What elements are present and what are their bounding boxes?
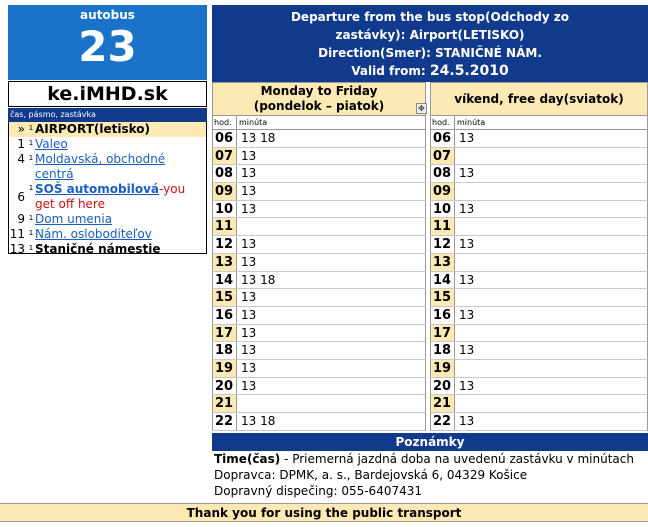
stop-item[interactable] bbox=[9, 137, 206, 152]
timetable-row bbox=[430, 272, 648, 290]
hour-cell: 20 bbox=[431, 378, 455, 395]
timetable-row bbox=[212, 413, 426, 431]
timetable-row bbox=[212, 272, 426, 290]
hour-cell: 07 bbox=[431, 148, 455, 165]
minute-cell bbox=[237, 395, 425, 412]
note-time-label: Time(čas) bbox=[214, 452, 281, 466]
minute-cell bbox=[455, 360, 647, 377]
timetable-row bbox=[430, 165, 648, 183]
hour-cell: 15 bbox=[213, 289, 237, 306]
minute-label: minúta bbox=[457, 118, 486, 127]
timetable-row bbox=[212, 289, 426, 307]
hour-cell: 21 bbox=[213, 395, 237, 412]
hour-cell: 10 bbox=[431, 201, 455, 218]
hour-cell: 09 bbox=[213, 183, 237, 200]
stop-item-current bbox=[9, 122, 206, 137]
minute-cell: 13 bbox=[241, 237, 257, 252]
header-line-1: Departure from the bus stop(Odchody zo bbox=[290, 10, 570, 24]
hour-cell: 12 bbox=[213, 236, 237, 253]
minute-cell bbox=[455, 148, 647, 165]
stop-item-destination[interactable] bbox=[9, 182, 206, 212]
stop-time: 11 bbox=[9, 227, 25, 241]
minute-cell bbox=[455, 325, 647, 342]
minute-cell: 13 bbox=[459, 307, 475, 322]
stop-link[interactable]: Dom umenia bbox=[35, 212, 113, 226]
minute-cell: 13 bbox=[459, 378, 475, 393]
timetable-row bbox=[212, 236, 426, 254]
stop-item[interactable] bbox=[9, 212, 206, 227]
note-line-1 bbox=[214, 451, 648, 467]
hour-cell: 17 bbox=[213, 325, 237, 342]
timetable-row bbox=[212, 254, 426, 272]
weekend-rows bbox=[430, 130, 648, 431]
stop-list bbox=[8, 122, 207, 254]
minute-cell: 13 bbox=[241, 343, 257, 358]
stop-item[interactable] bbox=[9, 227, 206, 242]
timetable-row bbox=[212, 307, 426, 325]
valid-date: 24.5.2010 bbox=[429, 63, 509, 79]
minute-cell: 13 bbox=[459, 343, 475, 358]
header-direction: Direction(Smer): STANIČNÉ NÁM. bbox=[318, 46, 542, 60]
weekday-timetable bbox=[212, 82, 426, 431]
hour-cell: 18 bbox=[213, 342, 237, 359]
stops-legend: čas, pásmo, zastávka bbox=[8, 108, 207, 122]
timetable-row bbox=[430, 342, 648, 360]
minute-label: minúta bbox=[239, 118, 268, 127]
bus-number-box bbox=[8, 5, 207, 80]
timetable-row bbox=[430, 395, 648, 413]
minute-cell: 13 bbox=[241, 201, 257, 216]
weekday-header bbox=[212, 82, 426, 116]
minute-cell bbox=[455, 183, 647, 200]
hour-cell: 16 bbox=[213, 307, 237, 324]
notes-title: Poznámky bbox=[212, 433, 648, 451]
minute-cell: 13 18 bbox=[241, 414, 276, 428]
stop-time: 6 bbox=[17, 190, 25, 204]
stop-name[interactable] bbox=[35, 182, 206, 212]
timetable-row bbox=[212, 395, 426, 413]
hour-cell: 11 bbox=[213, 218, 237, 235]
hour-cell: 06 bbox=[431, 130, 455, 147]
minute-cell: 13 bbox=[241, 290, 257, 305]
timetable-row bbox=[430, 307, 648, 325]
minute-cell: 13 18 bbox=[241, 131, 276, 145]
stop-zone: 1 bbox=[28, 184, 34, 192]
hour-cell: 20 bbox=[213, 378, 237, 395]
weekend-header bbox=[430, 82, 648, 116]
minute-cell: 13 18 bbox=[241, 272, 276, 287]
timetable-row bbox=[430, 130, 648, 148]
minute-cell: 13 bbox=[241, 360, 257, 375]
minute-cell: 13 bbox=[459, 237, 475, 252]
hour-cell: 16 bbox=[431, 307, 455, 324]
hour-cell: 19 bbox=[213, 360, 237, 377]
timetable-row bbox=[212, 378, 426, 396]
minute-cell bbox=[455, 254, 647, 271]
minute-cell: 13 bbox=[459, 272, 475, 287]
hour-cell: 22 bbox=[431, 413, 455, 430]
notes-content bbox=[212, 451, 648, 501]
weekday-rows bbox=[212, 130, 426, 431]
hour-cell: 12 bbox=[431, 236, 455, 253]
hour-cell: 19 bbox=[431, 360, 455, 377]
departure-header bbox=[212, 5, 648, 82]
footer-thanks: Thank you for using the public transport bbox=[0, 503, 648, 522]
hour-cell: 17 bbox=[431, 325, 455, 342]
minute-cell: 13 bbox=[459, 414, 475, 428]
minute-cell bbox=[455, 395, 647, 412]
timetable-row bbox=[212, 218, 426, 236]
weekday-subtitle: (pondelok – piatok) bbox=[253, 99, 385, 113]
timetable-row bbox=[430, 378, 648, 396]
valid-label: Valid from: bbox=[351, 64, 426, 78]
minute-cell bbox=[455, 218, 647, 235]
timetable-row bbox=[212, 148, 426, 166]
hour-cell: 21 bbox=[431, 395, 455, 412]
stop-item[interactable] bbox=[9, 152, 206, 182]
minute-cell: 13 bbox=[241, 378, 257, 393]
timetable-row bbox=[430, 289, 648, 307]
hour-cell: 22 bbox=[213, 413, 237, 430]
hour-cell: 13 bbox=[213, 254, 237, 271]
timetable-row bbox=[212, 201, 426, 219]
minute-cell: 13 bbox=[459, 131, 475, 145]
timetable-row bbox=[212, 325, 426, 343]
timetable-row bbox=[430, 413, 648, 431]
stop-zone: 1 bbox=[28, 124, 34, 132]
stop-item-terminal bbox=[9, 242, 206, 257]
header-line-2: zastávky): Airport(LETISKO) bbox=[335, 28, 525, 42]
move-handle-icon[interactable]: ✥ bbox=[416, 103, 427, 114]
stop-zone: 1 bbox=[28, 229, 34, 237]
hour-cell: 15 bbox=[431, 289, 455, 306]
weekday-title: Monday to Friday bbox=[260, 84, 378, 98]
timetable-row bbox=[430, 201, 648, 219]
hour-cell: 14 bbox=[431, 272, 455, 289]
note-carrier: Dopravca: DPMK, a. s., Bardejovská 6, 04329 Košice bbox=[214, 468, 528, 482]
stop-zone: 1 bbox=[28, 139, 34, 147]
brand-logo[interactable]: ke.iMHD.sk bbox=[8, 81, 207, 107]
hour-cell: 09 bbox=[431, 183, 455, 200]
timetable-row bbox=[212, 130, 426, 148]
hour-cell: 08 bbox=[213, 165, 237, 182]
timetable-row bbox=[212, 183, 426, 201]
get-off-note: -you bbox=[159, 182, 186, 196]
hour-label: hod. bbox=[431, 116, 455, 129]
note-dispatch: Dopravný dispečing: 055-6407431 bbox=[214, 484, 423, 498]
weekend-subheader bbox=[430, 116, 648, 130]
bus-label: autobus bbox=[80, 8, 135, 22]
timetable-row bbox=[430, 254, 648, 272]
bus-number: 23 bbox=[78, 22, 137, 71]
minute-cell: 13 bbox=[241, 148, 257, 163]
stop-name: AIRPORT(letisko) bbox=[35, 122, 150, 136]
hour-cell: 11 bbox=[431, 218, 455, 235]
stop-time: 9 bbox=[17, 212, 25, 226]
hour-cell: 06 bbox=[213, 130, 237, 147]
stop-link[interactable]: Valeo bbox=[35, 137, 68, 151]
timetable-row bbox=[212, 165, 426, 183]
hour-cell: 13 bbox=[431, 254, 455, 271]
hour-cell: 07 bbox=[213, 148, 237, 165]
hour-cell: 14 bbox=[213, 272, 237, 289]
stop-zone: 1 bbox=[28, 214, 34, 222]
hour-cell: 18 bbox=[431, 342, 455, 359]
minute-cell: 13 bbox=[459, 201, 475, 216]
minute-cell: 13 bbox=[241, 254, 257, 269]
note-time-text: - Priemerná jazdná doba na uvedenú zastávku v minútach bbox=[280, 452, 634, 466]
timetable-row bbox=[430, 325, 648, 343]
timetable-row bbox=[430, 183, 648, 201]
stop-name: Staničné námestie bbox=[35, 242, 161, 256]
header-valid bbox=[212, 62, 648, 80]
stop-link[interactable]: Nám. osloboditeľov bbox=[35, 227, 152, 241]
hour-cell: 08 bbox=[431, 165, 455, 182]
get-off-note-2: get off here bbox=[35, 197, 105, 211]
stop-time: » bbox=[17, 122, 25, 136]
minute-cell bbox=[455, 289, 647, 306]
minute-cell bbox=[237, 218, 425, 235]
timetable-row bbox=[430, 360, 648, 378]
minute-cell: 13 bbox=[241, 184, 257, 199]
hour-cell: 10 bbox=[213, 201, 237, 218]
weekday-subheader bbox=[212, 116, 426, 130]
minute-cell: 13 bbox=[241, 166, 257, 181]
stop-time: 13 bbox=[9, 242, 25, 256]
minute-cell: 13 bbox=[241, 307, 257, 322]
weekend-title: víkend, free day(sviatok) bbox=[454, 91, 624, 106]
stop-link[interactable]: Moldavská, obchodné centrá bbox=[35, 152, 166, 181]
weekend-timetable bbox=[430, 82, 648, 431]
stop-time: 4 bbox=[17, 152, 25, 166]
minute-cell: 13 bbox=[459, 166, 475, 181]
minute-cell: 13 bbox=[241, 325, 257, 340]
timetable-row bbox=[430, 148, 648, 166]
timetable-row bbox=[212, 360, 426, 378]
timetable-row bbox=[212, 342, 426, 360]
hour-label: hod. bbox=[213, 116, 237, 129]
stop-zone: 1 bbox=[28, 154, 34, 162]
timetable-row bbox=[430, 236, 648, 254]
timetable-row bbox=[430, 218, 648, 236]
stop-zone: 1 bbox=[28, 244, 34, 252]
stop-link[interactable]: SOŠ automobilová bbox=[35, 182, 160, 196]
stop-time: 1 bbox=[17, 137, 25, 151]
